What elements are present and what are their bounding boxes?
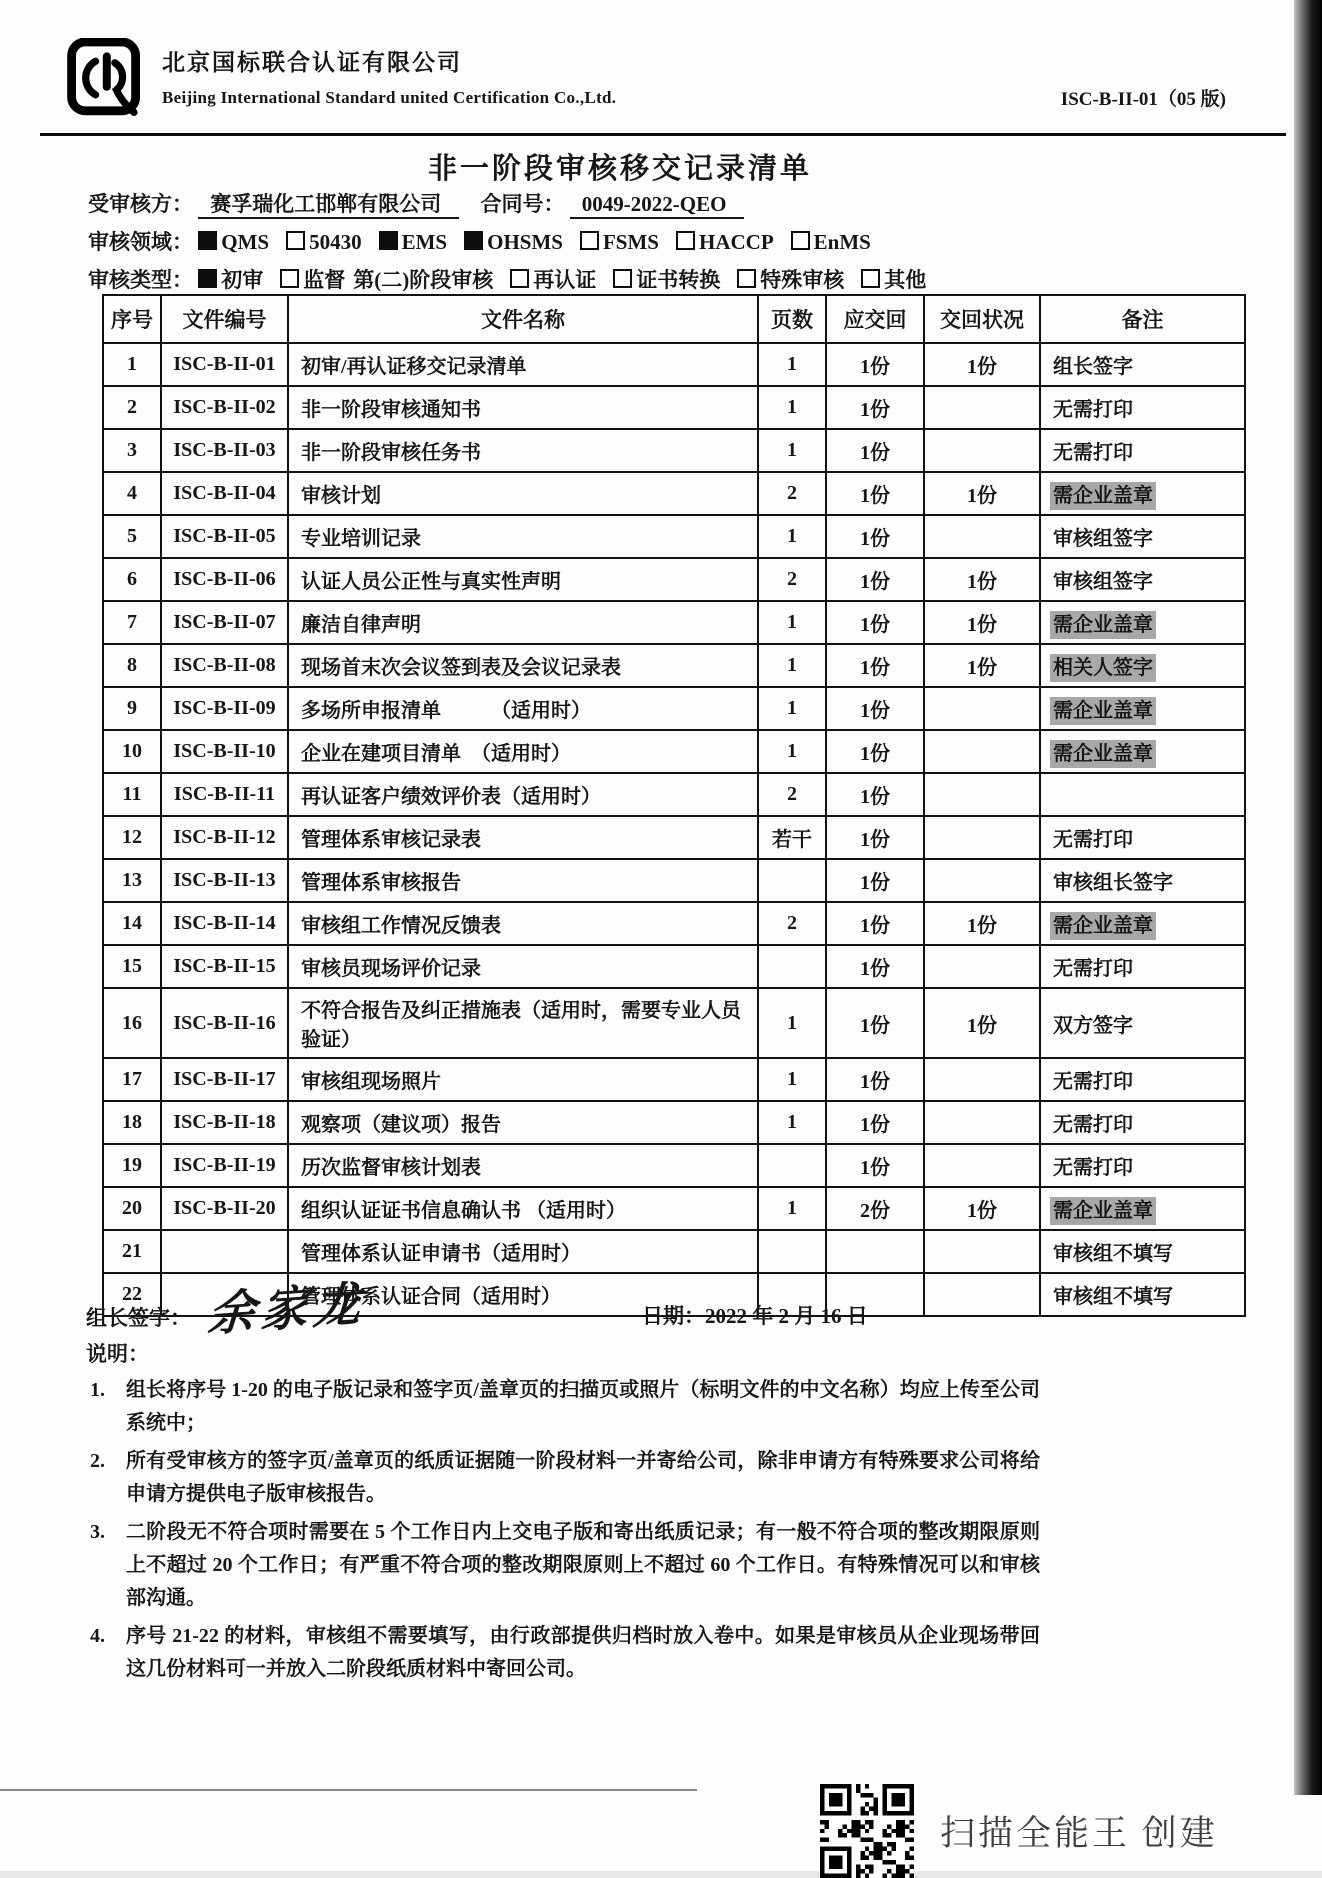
notes-list bbox=[86, 1374, 1040, 1686]
cell-name: 审核组现场照片 bbox=[288, 1058, 758, 1101]
checkbox-option-EnMS bbox=[791, 230, 871, 254]
cell-name: 不符合报告及纠正措施表（适用时，需要专业人员验证） bbox=[288, 988, 758, 1058]
cell-pages: 1 bbox=[758, 988, 826, 1058]
cell-remark bbox=[1040, 1058, 1245, 1101]
table-row bbox=[103, 1230, 1245, 1273]
cell-name: 现场首末次会议签到表及会议记录表 bbox=[288, 644, 758, 687]
remark-text: 无需打印 bbox=[1053, 958, 1133, 980]
cell-code: ISC-B-II-02 bbox=[161, 386, 288, 429]
page-title: 非一阶段审核移交记录清单 bbox=[427, 153, 812, 185]
cell-pages: 2 bbox=[758, 902, 826, 945]
cell-no: 2 bbox=[103, 386, 161, 429]
cell-status bbox=[924, 773, 1040, 816]
cell-remark bbox=[1040, 773, 1245, 816]
checkbox-label: 其他 bbox=[884, 268, 927, 292]
checkbox-option-FSMS bbox=[580, 230, 659, 254]
cell-status bbox=[924, 730, 1040, 773]
audit-type-label: 审核类型： bbox=[88, 269, 193, 292]
cell-due: 1份 bbox=[826, 1058, 924, 1101]
checkbox-unchecked-icon bbox=[613, 269, 632, 288]
audit-type-options bbox=[198, 268, 943, 292]
cell-remark bbox=[1040, 1187, 1245, 1230]
cell-pages: 若干 bbox=[758, 816, 826, 859]
cell-status bbox=[924, 816, 1040, 859]
column-header: 文件编号 bbox=[161, 295, 288, 343]
cell-name: 管理体系认证合同（适用时） bbox=[288, 1273, 758, 1316]
table-row bbox=[103, 945, 1245, 988]
cell-remark bbox=[1040, 1101, 1245, 1144]
cell-name: 非一阶段审核通知书 bbox=[288, 386, 758, 429]
cell-due: 1份 bbox=[826, 601, 924, 644]
cell-due: 1份 bbox=[826, 558, 924, 601]
cell-name: 审核组工作情况反馈表 bbox=[288, 902, 758, 945]
cell-code bbox=[161, 1230, 288, 1273]
cell-status: 1份 bbox=[924, 1187, 1040, 1230]
cell-pages: 2 bbox=[758, 472, 826, 515]
remark-text: 需企业盖章 bbox=[1053, 915, 1153, 937]
cell-no: 19 bbox=[103, 1144, 161, 1187]
table-row bbox=[103, 558, 1245, 601]
remark-text: 审核组签字 bbox=[1053, 571, 1153, 593]
contract-label: 合同号： bbox=[480, 193, 565, 216]
watermark-text: 扫描全能王 创建 bbox=[940, 1814, 1218, 1853]
qr-code-icon bbox=[820, 1784, 914, 1878]
cell-code: ISC-B-II-13 bbox=[161, 859, 288, 902]
table-row bbox=[103, 386, 1245, 429]
cell-no: 8 bbox=[103, 644, 161, 687]
cell-name: 历次监督审核计划表 bbox=[288, 1144, 758, 1187]
cell-remark bbox=[1040, 988, 1245, 1058]
cell-status bbox=[924, 945, 1040, 988]
cell-name: 组织认证证书信息确认书 （适用时） bbox=[288, 1187, 758, 1230]
cell-remark bbox=[1040, 945, 1245, 988]
cell-code: ISC-B-II-15 bbox=[161, 945, 288, 988]
checkbox-unchecked-icon bbox=[791, 231, 810, 250]
cell-no: 7 bbox=[103, 601, 161, 644]
note-number: 3. bbox=[90, 1521, 105, 1543]
cell-pages: 1 bbox=[758, 1187, 826, 1230]
cell-status bbox=[924, 1101, 1040, 1144]
cell-code: ISC-B-II-06 bbox=[161, 558, 288, 601]
cell-status bbox=[924, 687, 1040, 730]
cell-status bbox=[924, 515, 1040, 558]
cell-due: 1份 bbox=[826, 1101, 924, 1144]
table-row bbox=[103, 816, 1245, 859]
cell-status: 1份 bbox=[924, 644, 1040, 687]
cell-name: 再认证客户绩效评价表（适用时） bbox=[288, 773, 758, 816]
note-number: 1. bbox=[90, 1379, 105, 1401]
cell-name: 企业在建项目清单 （适用时） bbox=[288, 730, 758, 773]
checkbox-option-监督 bbox=[280, 268, 493, 292]
checkbox-label: 50430 bbox=[309, 230, 362, 254]
note-text: 序号 21-22 的材料，审核组不需要填写，由行政部提供归档时放入卷中。如果是审核员从企业现场带回这几份材料可一并放入二阶段纸质材料中寄回公司。 bbox=[126, 1625, 1040, 1680]
cell-pages: 1 bbox=[758, 1101, 826, 1144]
cell-name: 管理体系审核记录表 bbox=[288, 816, 758, 859]
cell-no: 12 bbox=[103, 816, 161, 859]
notes-section bbox=[86, 1338, 1040, 1691]
cell-no: 5 bbox=[103, 515, 161, 558]
checkbox-option-其他 bbox=[861, 268, 926, 292]
cell-pages bbox=[758, 1230, 826, 1273]
checkbox-option-初审 bbox=[198, 268, 263, 292]
cell-pages: 1 bbox=[758, 644, 826, 687]
table-row bbox=[103, 902, 1245, 945]
note-item bbox=[86, 1445, 1040, 1511]
cell-no: 17 bbox=[103, 1058, 161, 1101]
remark-text: 需企业盖章 bbox=[1053, 743, 1153, 765]
cell-due: 1份 bbox=[826, 902, 924, 945]
handover-record-table bbox=[102, 294, 1246, 1317]
notes-title: 说明： bbox=[86, 1343, 149, 1366]
auditee-line bbox=[88, 188, 1238, 217]
cell-no: 14 bbox=[103, 902, 161, 945]
cell-name: 管理体系认证申请书（适用时） bbox=[288, 1230, 758, 1273]
checkbox-checked-icon bbox=[379, 231, 398, 250]
cell-code: ISC-B-II-18 bbox=[161, 1101, 288, 1144]
cell-pages: 1 bbox=[758, 515, 826, 558]
cell-name: 管理体系审核报告 bbox=[288, 859, 758, 902]
cell-remark bbox=[1040, 644, 1245, 687]
checkbox-label: HACCP bbox=[698, 230, 774, 254]
remark-text: 审核组签字 bbox=[1053, 528, 1153, 550]
note-text: 所有受审核方的签字页/盖章页的纸质证据随一阶段材料一并寄给公司，除非申请方有特殊要求公司将给申请方提供电子版审核报告。 bbox=[126, 1450, 1040, 1505]
cell-status bbox=[924, 429, 1040, 472]
cell-no: 3 bbox=[103, 429, 161, 472]
checkbox-label: 证书转换 bbox=[636, 268, 721, 292]
cell-due: 1份 bbox=[826, 859, 924, 902]
remark-text: 需企业盖章 bbox=[1053, 614, 1153, 636]
document-header bbox=[64, 38, 1262, 118]
table-header-row bbox=[103, 295, 1245, 343]
cell-due bbox=[826, 1230, 924, 1273]
cell-due: 1份 bbox=[826, 644, 924, 687]
audit-scope-options bbox=[198, 230, 888, 254]
cell-remark bbox=[1040, 601, 1245, 644]
cell-code: ISC-B-II-11 bbox=[161, 773, 288, 816]
note-number: 2. bbox=[90, 1450, 105, 1472]
cell-name: 多场所申报清单 （适用时） bbox=[288, 687, 758, 730]
cell-status: 1份 bbox=[924, 472, 1040, 515]
cell-code: ISC-B-II-08 bbox=[161, 644, 288, 687]
cell-status bbox=[924, 386, 1040, 429]
cell-due: 1份 bbox=[826, 1144, 924, 1187]
cell-code: ISC-B-II-05 bbox=[161, 515, 288, 558]
cell-code: ISC-B-II-01 bbox=[161, 343, 288, 386]
cell-name: 审核员现场评价记录 bbox=[288, 945, 758, 988]
note-number: 4. bbox=[90, 1625, 105, 1647]
cell-no: 13 bbox=[103, 859, 161, 902]
cell-code: ISC-B-II-03 bbox=[161, 429, 288, 472]
checkbox-label: EnMS bbox=[813, 230, 871, 254]
checkbox-unchecked-icon bbox=[861, 269, 880, 288]
cell-remark bbox=[1040, 386, 1245, 429]
checkbox-checked-icon bbox=[198, 231, 217, 250]
contract-value: 0049-2022-QEO bbox=[570, 192, 745, 219]
remark-text: 需企业盖章 bbox=[1053, 485, 1153, 507]
column-header: 应交回 bbox=[826, 295, 924, 343]
cell-remark bbox=[1040, 730, 1245, 773]
cell-remark bbox=[1040, 429, 1245, 472]
table-row bbox=[103, 1101, 1245, 1144]
cell-remark bbox=[1040, 515, 1245, 558]
remark-text: 相关人签字 bbox=[1053, 657, 1153, 679]
cell-pages bbox=[758, 859, 826, 902]
remark-text: 无需打印 bbox=[1053, 442, 1133, 464]
cell-due: 1份 bbox=[826, 515, 924, 558]
remark-text: 审核组不填写 bbox=[1053, 1243, 1173, 1265]
table-row bbox=[103, 343, 1245, 386]
cell-code: ISC-B-II-10 bbox=[161, 730, 288, 773]
cell-due: 1份 bbox=[826, 988, 924, 1058]
checkbox-unchecked-icon bbox=[580, 231, 599, 250]
table-row bbox=[103, 644, 1245, 687]
cell-due: 1份 bbox=[826, 429, 924, 472]
checkbox-checked-icon bbox=[198, 269, 217, 288]
cell-code: ISC-B-II-12 bbox=[161, 816, 288, 859]
scanner-watermark bbox=[820, 1784, 1218, 1878]
remark-text: 需企业盖章 bbox=[1053, 1200, 1153, 1222]
table-row bbox=[103, 472, 1245, 515]
checkbox-option-OHSMS bbox=[464, 230, 563, 254]
cell-due: 1份 bbox=[826, 386, 924, 429]
checkbox-unchecked-icon bbox=[510, 269, 529, 288]
remark-text: 无需打印 bbox=[1053, 829, 1133, 851]
cell-no: 21 bbox=[103, 1230, 161, 1273]
checkbox-checked-icon bbox=[464, 231, 483, 250]
date-field bbox=[642, 1300, 868, 1330]
table-row bbox=[103, 859, 1245, 902]
cell-no: 6 bbox=[103, 558, 161, 601]
remark-text: 审核组长签字 bbox=[1053, 872, 1173, 894]
cell-due: 2份 bbox=[826, 1187, 924, 1230]
table-row bbox=[103, 601, 1245, 644]
cell-no: 16 bbox=[103, 988, 161, 1058]
cell-pages: 2 bbox=[758, 773, 826, 816]
cell-due: 1份 bbox=[826, 687, 924, 730]
table-row bbox=[103, 988, 1245, 1058]
cell-due: 1份 bbox=[826, 472, 924, 515]
checkbox-unchecked-icon bbox=[737, 269, 756, 288]
cell-no: 18 bbox=[103, 1101, 161, 1144]
cell-pages: 1 bbox=[758, 429, 826, 472]
remark-text: 无需打印 bbox=[1053, 399, 1133, 421]
cell-no: 20 bbox=[103, 1187, 161, 1230]
cell-name: 专业培训记录 bbox=[288, 515, 758, 558]
checkbox-option-HACCP bbox=[676, 230, 774, 254]
cell-status: 1份 bbox=[924, 558, 1040, 601]
checkbox-label: 特殊审核 bbox=[760, 268, 845, 292]
table-row bbox=[103, 730, 1245, 773]
scan-artifact-line bbox=[0, 1789, 697, 1791]
table-row bbox=[103, 1058, 1245, 1101]
cell-code: ISC-B-II-20 bbox=[161, 1187, 288, 1230]
cell-remark bbox=[1040, 343, 1245, 386]
remark-text: 组长签字 bbox=[1053, 356, 1133, 378]
checkbox-option-50430 bbox=[286, 230, 362, 254]
cell-due: 1份 bbox=[826, 945, 924, 988]
cell-remark bbox=[1040, 859, 1245, 902]
checkbox-unchecked-icon bbox=[676, 231, 695, 250]
signature-row bbox=[86, 1276, 1236, 1346]
remark-text: 双方签字 bbox=[1053, 1014, 1133, 1037]
cell-remark bbox=[1040, 558, 1245, 601]
cell-name: 观察项（建议项）报告 bbox=[288, 1101, 758, 1144]
cell-status bbox=[924, 1144, 1040, 1187]
cell-code: ISC-B-II-07 bbox=[161, 601, 288, 644]
leader-handwritten-signature: 余家龙 bbox=[206, 1278, 369, 1342]
form-fields bbox=[88, 188, 1238, 302]
cell-status bbox=[924, 1058, 1040, 1101]
cell-pages: 1 bbox=[758, 1058, 826, 1101]
checkbox-option-QMS bbox=[198, 230, 269, 254]
cell-no: 10 bbox=[103, 730, 161, 773]
remark-text: 无需打印 bbox=[1053, 1157, 1133, 1179]
column-header: 序号 bbox=[103, 295, 161, 343]
cell-code: ISC-B-II-09 bbox=[161, 687, 288, 730]
cell-code: ISC-B-II-17 bbox=[161, 1058, 288, 1101]
table-row bbox=[103, 773, 1245, 816]
document-code: ISC-B-II-01（05 版) bbox=[1060, 89, 1226, 110]
leader-sign-label: 组长签字： bbox=[86, 1307, 191, 1330]
cell-no: 22 bbox=[103, 1273, 161, 1316]
table-row bbox=[103, 1187, 1245, 1230]
note-item bbox=[86, 1620, 1040, 1686]
date-value: 2022 年 2 月 16 日 bbox=[705, 1304, 868, 1328]
checkbox-label: QMS bbox=[221, 230, 270, 254]
cell-no: 4 bbox=[103, 472, 161, 515]
cell-no: 11 bbox=[103, 773, 161, 816]
remark-text: 审核组不填写 bbox=[1053, 1286, 1173, 1308]
checkbox-unchecked-icon bbox=[286, 231, 305, 250]
cell-name: 非一阶段审核任务书 bbox=[288, 429, 758, 472]
cell-pages: 1 bbox=[758, 601, 826, 644]
stage-annotation-text: 第(二)阶段审核 bbox=[353, 268, 494, 292]
cell-remark bbox=[1040, 1230, 1245, 1273]
auditee-value: 赛孚瑞化工邯郸有限公司 bbox=[198, 192, 459, 219]
cell-name: 廉洁自律声明 bbox=[288, 601, 758, 644]
checkbox-label: FSMS bbox=[602, 230, 659, 254]
cell-status: 1份 bbox=[924, 988, 1040, 1058]
cell-status bbox=[924, 859, 1040, 902]
cell-due: 1份 bbox=[826, 343, 924, 386]
cell-due: 1份 bbox=[826, 730, 924, 773]
cell-pages: 2 bbox=[758, 558, 826, 601]
column-header: 交回状况 bbox=[924, 295, 1040, 343]
note-item bbox=[86, 1516, 1040, 1615]
company-name-cn: 北京国标联合认证有限公司 bbox=[162, 49, 462, 75]
cell-remark bbox=[1040, 687, 1245, 730]
company-name-block bbox=[162, 44, 616, 108]
checkbox-label: OHSMS bbox=[487, 230, 563, 254]
cell-code: ISC-B-II-16 bbox=[161, 988, 288, 1058]
cell-remark bbox=[1040, 902, 1245, 945]
note-text: 组长将序号 1-20 的电子版记录和签字页/盖章页的扫描页或照片（标明文件的中文名称）均应上传至公司系统中； bbox=[126, 1379, 1040, 1434]
cell-status bbox=[924, 1230, 1040, 1273]
cell-name: 初审/再认证移交记录清单 bbox=[288, 343, 758, 386]
remark-text: 需企业盖章 bbox=[1053, 700, 1153, 722]
cell-no: 1 bbox=[103, 343, 161, 386]
cell-status: 1份 bbox=[924, 902, 1040, 945]
header-divider bbox=[40, 133, 1286, 136]
cell-no: 15 bbox=[103, 945, 161, 988]
column-header: 备注 bbox=[1040, 295, 1245, 343]
checkbox-option-特殊审核 bbox=[737, 268, 844, 292]
audit-scope-label: 审核领域： bbox=[88, 231, 193, 254]
cell-due: 1份 bbox=[826, 773, 924, 816]
cell-status: 1份 bbox=[924, 601, 1040, 644]
cell-code: ISC-B-II-14 bbox=[161, 902, 288, 945]
cell-name: 审核计划 bbox=[288, 472, 758, 515]
checkbox-label: 监督 bbox=[303, 268, 346, 292]
audit-type-line bbox=[88, 264, 1238, 293]
audit-scope-line bbox=[88, 226, 1238, 255]
cell-code: ISC-B-II-19 bbox=[161, 1144, 288, 1187]
cell-pages: 1 bbox=[758, 687, 826, 730]
cell-remark bbox=[1040, 1144, 1245, 1187]
checkbox-label: 初审 bbox=[221, 268, 264, 292]
note-item bbox=[86, 1374, 1040, 1440]
auditee-label: 受审核方： bbox=[88, 193, 193, 216]
scan-edge-shadow bbox=[1294, 0, 1322, 1795]
cell-remark bbox=[1040, 472, 1245, 515]
cell-due: 1份 bbox=[826, 816, 924, 859]
checkbox-option-EMS bbox=[379, 230, 448, 254]
table-row bbox=[103, 1144, 1245, 1187]
cell-remark bbox=[1040, 816, 1245, 859]
column-header: 页数 bbox=[758, 295, 826, 343]
cell-pages: 1 bbox=[758, 730, 826, 773]
table-row bbox=[103, 515, 1245, 558]
remark-text: 无需打印 bbox=[1053, 1071, 1133, 1093]
cell-pages: 1 bbox=[758, 386, 826, 429]
date-label: 日期： bbox=[642, 1304, 705, 1328]
checkbox-unchecked-icon bbox=[280, 269, 299, 288]
cell-pages bbox=[758, 1144, 826, 1187]
cell-pages: 1 bbox=[758, 343, 826, 386]
cell-pages bbox=[758, 945, 826, 988]
company-name-en: Beijing International Standard united Certification Co.,Ltd. bbox=[162, 88, 617, 107]
cell-no: 9 bbox=[103, 687, 161, 730]
cell-status: 1份 bbox=[924, 343, 1040, 386]
note-text: 二阶段无不符合项时需要在 5 个工作日内上交电子版和寄出纸质记录；有一般不符合项的整改期限原则上不超过 20 个工作日；有严重不符合项的整改期限原则上不超过 60 个工作日。有特殊情况可以和审核部沟通。 bbox=[126, 1521, 1040, 1609]
checkbox-label: 再认证 bbox=[533, 268, 597, 292]
table-row bbox=[103, 687, 1245, 730]
checkbox-option-证书转换 bbox=[613, 268, 720, 292]
checkbox-label: EMS bbox=[401, 230, 448, 254]
remark-text: 无需打印 bbox=[1053, 1114, 1133, 1136]
table-row bbox=[103, 429, 1245, 472]
cell-name: 认证人员公正性与真实性声明 bbox=[288, 558, 758, 601]
checkbox-option-再认证 bbox=[510, 268, 596, 292]
certification-company-logo-icon bbox=[64, 38, 148, 118]
column-header: 文件名称 bbox=[288, 295, 758, 343]
cell-code: ISC-B-II-04 bbox=[161, 472, 288, 515]
